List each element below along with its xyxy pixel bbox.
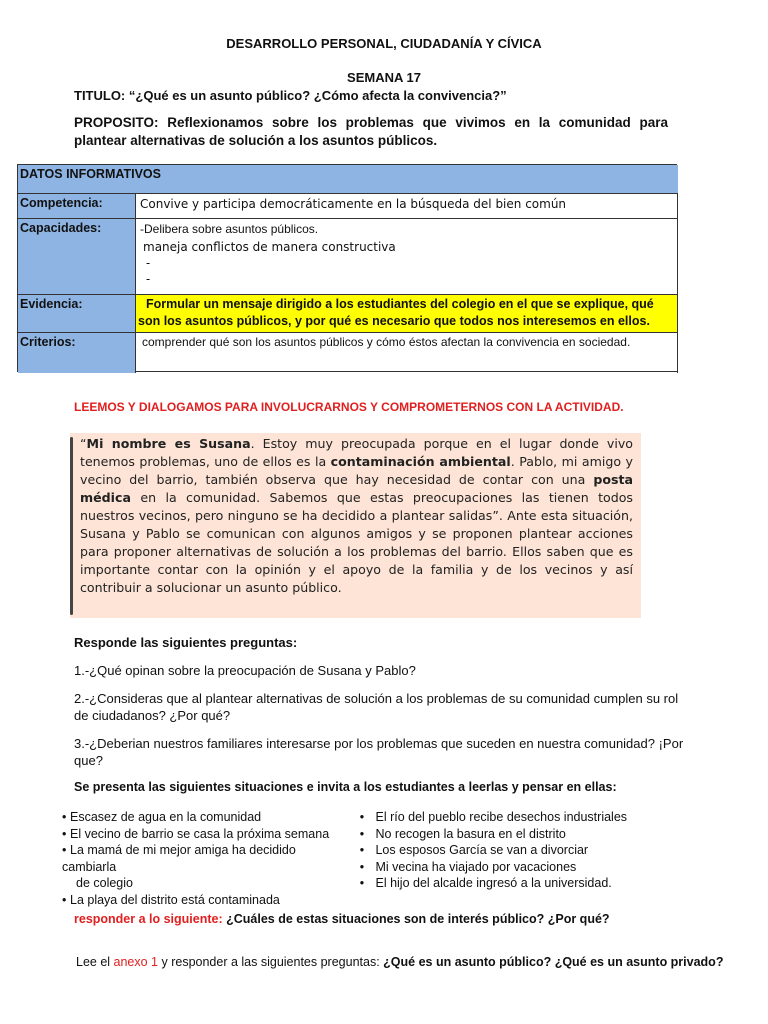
situations-right-list [352,809,652,892]
list-item: • No recogen la basura en el distrito [359,826,566,841]
week-label: SEMANA 17 [347,70,421,85]
table-row-capacidades [18,219,678,295]
table-row-criterios [18,333,678,373]
purpose [74,114,668,150]
list-item: • El hijo del alcalde ingresó a la universidad. [359,876,612,891]
list-item: • El río del pueblo recibe desechos industriales [359,810,628,824]
row-value: -Delibera sobre asuntos públicos. maneja conflictos de manera constructiva - - [136,219,678,294]
row-label: Evidencia: [18,295,136,332]
situations-left-list [62,809,352,909]
annex-line: Lee el anexo 1 y responder a las siguientes preguntas: ¿Qué es un asunto público? ¿Qué es un asunto privado? [76,955,724,969]
row-value: Convive y participa democráticamente en la búsqueda del bien común [136,194,678,218]
title-line [74,88,507,103]
respond-red: responder a lo siguiente: [74,912,223,926]
list-item: • La mamá de mi mejor amiga ha decidido cambiarla [62,843,296,874]
row-label: Competencia: [18,194,136,218]
row-label: Criterios: [18,333,136,373]
info-table [17,164,677,372]
purpose-label: PROPOSITO: [74,115,159,130]
table-row-evidencia [18,295,678,333]
table-row-competencia [18,194,678,219]
section-heading: LEEMOS Y DIALOGAMOS PARA INVOLUCRARNOS Y COMPROMETERNOS CON LA ACTIVIDAD. [74,400,624,414]
list-item: • Mi vecina ha viajado por vacaciones [359,859,577,874]
story-bar [70,437,73,615]
document-title: DESARROLLO PERSONAL, CIUDADANÍA Y CÍVICA [226,36,542,51]
list-item: • La playa del distrito está contaminada [62,892,280,907]
list-item: • Los esposos García se van a divorciar [359,843,589,858]
row-value: Formular un mensaje dirigido a los estudiantes del colegio en el que se explique, qué son los asuntos públicos, y por qué es necesario que todos nos interesemos en ellos. [136,295,678,332]
table-header: DATOS INFORMATIVOS [18,165,678,194]
situations-heading: Se presenta las siguientes situaciones e invita a los estudiantes a leerlas y pensar en ellas: [74,780,617,794]
annex-link[interactable]: anexo 1 [113,955,159,969]
row-value: comprender qué son los asuntos públicos y cómo éstos afectan la convivencia en sociedad. [136,333,678,373]
title-label: TITULO: [74,88,126,103]
list-item: • Escasez de agua en la comunidad [62,810,262,824]
question-2: 2.-¿Consideras que al plantear alternativas de solución a los problemas de su comunidad cumplen su rol de ciudadanos? ¿Por qué? [74,691,679,723]
title-text: “¿Qué es un asunto público? ¿Cómo afecta la convivencia?” [128,88,507,103]
question-1: 1.-¿Qué opinan sobre la preocupación de Susana y Pablo? [74,663,416,678]
list-item: de colegio [76,876,133,891]
respond-line: responder a lo siguiente: ¿Cuáles de estas situaciones son de interés público? ¿Por qué? [74,912,610,926]
story-box: “Mi nombre es Susana. Estoy muy preocupada porque en el lugar donde vivo tenemos problemas, uno de ellos es la contaminación ambiental. Pablo, mi amigo y vecino del barrio, también observa que hay necesidad de contar con una posta médica en la comunidad. Sabemos que estas preocupaciones las tienen todos nuestros vecinos, pero ninguno se ha decidido a plantear salidas”. Ante esta situación, Susana y Pablo se comunican con algunos amigos y se proponen plantear acciones para proponer alternativas de solución a los problemas del barrio. Ellos saben que es importante contar con la opinión y el apoyo de la familia y de los vecinos y así contribuir a solucionar un asunto público. [70,433,641,618]
questions-heading: Responde las siguientes preguntas: [74,635,298,650]
question-3: 3.-¿Deberian nuestros familiares interesarse por los problemas que suceden en nuestra comunidad? ¡Por que? [74,736,684,768]
purpose-text: Reflexionamos sobre los problemas que vivimos en la comunidad para plantear alternativas de solución a los asuntos públicos. [74,115,668,148]
list-item: • El vecino de barrio se casa la próxima semana [62,826,330,841]
row-label: Capacidades: [18,219,136,294]
